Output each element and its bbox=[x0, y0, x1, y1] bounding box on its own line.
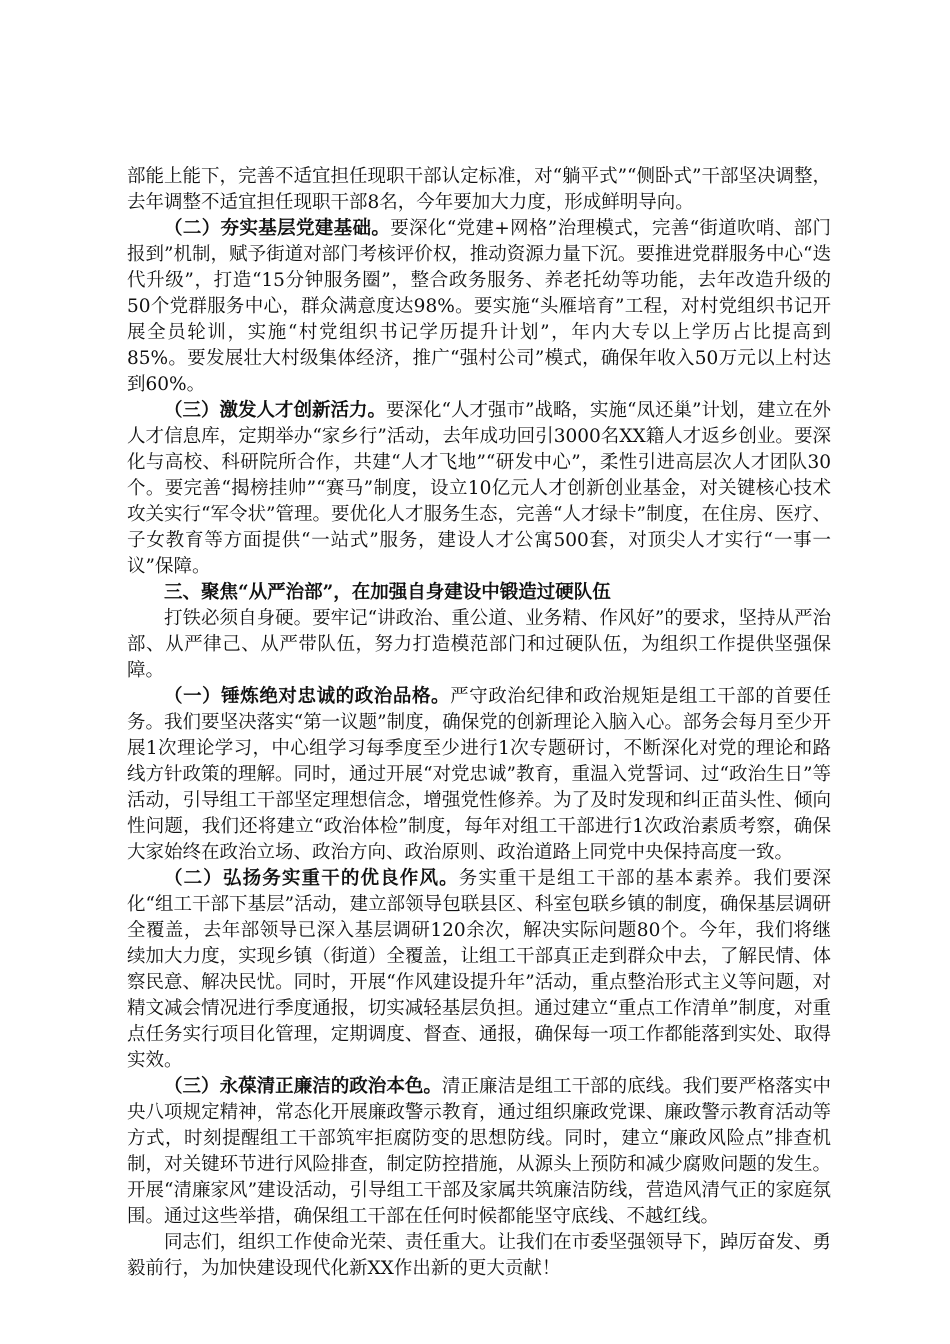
section-lead: （三）激发人才创新活力。 bbox=[164, 400, 387, 421]
paragraph-closing: 同志们，组织工作使命光荣、责任重大。让我们在市委坚强领导下，踔厉奋发、勇毅前行，为加快建设现代化新XX作出新的更大贡献！ bbox=[127, 1232, 831, 1279]
paragraph-practical-style bbox=[127, 866, 831, 1074]
paragraph-grassroots-party-building bbox=[127, 216, 831, 398]
paragraph-text: 务实重干是组工干部的基本素养。我们要深化“组工干部下基层”活动，建立部领导包联县区、科室包联乡镇的制度，确保基层调研全覆盖，去年部领导已深入基层调研120余次，解决实际问题80个。今年，我们将继续加大力度，实现乡镇（街道）全覆盖，让组工干部真正走到群众中去，了解民情、体察民意、解决民忧。同时，开展“作风建设提升年”活动，重点整治形式主义等问题，对精文减会情况进行季度通报，切实减轻基层负担。通过建立“重点工作清单”制度，对重点任务实行项目化管理，定期调度、督查、通报，确保每一项工作都能落到实处、取得实效。 bbox=[127, 868, 831, 1071]
paragraph-political-loyalty bbox=[127, 684, 831, 866]
section-lead: （二）夯实基层党建基础。 bbox=[164, 218, 391, 239]
paragraph-intro: 打铁必须自身硬。要牢记“讲政治、重公道、业务精、作风好”的要求，坚持从严治部、从严律己、从严带队伍，努力打造模范部门和过硬队伍，为组织工作提供坚强保障。 bbox=[127, 608, 831, 681]
paragraph-integrity bbox=[127, 1074, 831, 1230]
section-heading: 三、聚焦“从严治部”，在加强自身建设中锻造过硬队伍 bbox=[164, 582, 611, 603]
section-lead: （一）锤炼绝对忠诚的政治品格。 bbox=[164, 686, 451, 707]
paragraph-text: 要深化“人才强市”战略，实施“凤还巢”计划，建立在外人才信息库，定期举办“家乡行”活动，去年成功回引3000名XX籍人才返乡创业。要深化与高校、科研院所合作，共建“人才飞地”“研发中心”，柔性引进高层次人才团队30个。要完善“揭榜挂帅”“赛马”制度，设立10亿元人才创新创业基金，对关键核心技术攻关实行“军令状”管理。要优化人才服务生态，完善“人才绿卡”制度，在住房、医疗、子女教育等方面提供“一站式”服务，建设人才公寓500套，对顶尖人才实行“一事一议”保障。 bbox=[127, 400, 831, 577]
section-lead: （三）永葆清正廉洁的政治本色。 bbox=[164, 1076, 442, 1097]
paragraph-talent-innovation bbox=[127, 398, 831, 580]
paragraph-text: 清正廉洁是组工干部的底线。我们要严格落实中央八项规定精神，常态化开展廉政警示教育，通过组织廉政党课、廉政警示教育活动等方式，时刻提醒组工干部筑牢拒腐防变的思想防线。同时，建立“廉政风险点”排查机制，对关键环节进行风险排查，制定防控措施，从源头上预防和减少腐败问题的发生。开展“清廉家风”建设活动，引导组工干部及家属共筑廉洁防线，营造风清气正的家庭氛围。通过这些举措，确保组工干部在任何时候都能坚守底线、不越红线。 bbox=[127, 1076, 831, 1227]
section-lead: （二）弘扬务实重干的优良作风。 bbox=[164, 868, 459, 889]
paragraph-continued: 部能上能下，完善不适宜担任现职干部认定标准，对“躺平式”“侧卧式”干部坚决调整，去年调整不适宜担任现职干部8名，今年要加大力度，形成鲜明导向。 bbox=[127, 166, 831, 213]
document-body bbox=[127, 164, 831, 1282]
paragraph-text: 要深化“党建+网格”治理模式，完善“街道吹哨、部门报到”机制，赋予街道对部门考核评价权，推动资源力量下沉。要推进党群服务中心“迭代升级”，打造“15分钟服务圈”，整合政务服务、养老托幼等功能，去年改造升级的50个党群服务中心，群众满意度达98%。要实施“头雁培育”工程，对村党组织书记开展全员轮训，实施“村党组织书记学历提升计划”，年内大专以上学历占比提高到85%。要发展壮大村级集体经济，推广“强村公司”模式，确保年收入50万元以上村达到60%。 bbox=[127, 218, 831, 395]
paragraph-text: 严守政治纪律和政治规矩是组工干部的首要任务。我们要坚决落实“第一议题”制度，确保党的创新理论入脑入心。部务会每月至少开展1次理论学习，中心组学习每季度至少进行1次专题研讨，不断深化对党的理论和路线方针政策的理解。同时，通过开展“对党忠诚”教育，重温入党誓词、过“政治生日”等活动，引导组工干部坚定理想信念，增强党性修养。为了及时发现和纠正苗头性、倾向性问题，我们还将建立“政治体检”制度，每年对组工干部进行1次政治素质考察，确保大家始终在政治立场、政治方向、政治原则、政治道路上同党中央保持高度一致。 bbox=[127, 686, 831, 863]
